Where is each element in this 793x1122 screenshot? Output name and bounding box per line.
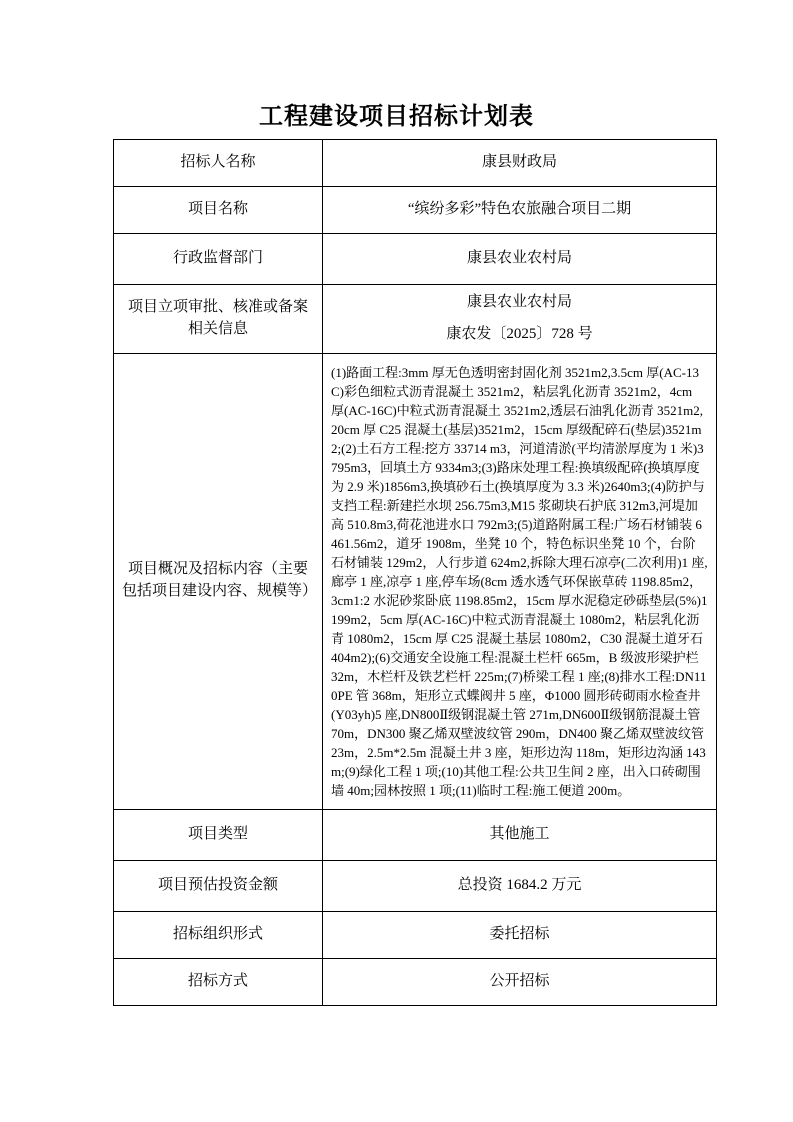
row-label: 招标组织形式	[114, 911, 323, 958]
row-value: 康县农业农村局	[323, 234, 717, 285]
table-row-project-type	[114, 809, 717, 860]
table-row-approval-info	[114, 285, 717, 354]
approval-document-number: 康农发〔2025〕728 号	[446, 325, 593, 342]
table-row-estimated-investment	[114, 860, 717, 911]
bidding-plan-table	[113, 139, 717, 1006]
row-label: 项目名称	[114, 187, 323, 234]
row-value: 总投资 1684.2 万元	[323, 860, 717, 911]
table-row-project-name	[114, 187, 717, 234]
table-row-bidding-method	[114, 958, 717, 1005]
approval-authority: 康县农业农村局	[466, 294, 572, 310]
row-label: 行政监督部门	[114, 234, 323, 285]
row-label: 项目预估投资金额	[114, 860, 323, 911]
row-value	[323, 285, 717, 354]
document-title: 工程建设项目招标计划表	[259, 103, 534, 130]
row-label: 项目类型	[114, 809, 323, 860]
row-label: 招标方式	[114, 958, 323, 1005]
row-value: “缤纷多彩”特色农旅融合项目二期	[323, 187, 717, 234]
table-row-project-overview	[114, 353, 717, 809]
table-row-bidder-name	[114, 140, 717, 187]
project-overview-text: (1)路面工程:3mm 厚无色透明密封固化剂 3521m2,3.5cm 厚(AC-13C)彩色细粒式沥青混凝土 3521m2，粘层乳化沥青 3521m2，4cm 厚(AC-16C)中粒式沥青混凝土 3521m2,透层石油乳化沥青 3521m2,20cm 厚 C25 混凝土(基层)3521m2，15cm 厚级配碎石(垫层)3521m2;(2)土石方工程:挖方 33714 m3，河道清淤(平均清淤厚度为 1 米)3795m3，回填土方 9334m3;(3)路床处理工程:换填级配碎(换填厚度为 2.9 米)1856m3,换填砂石土(换填厚度为 3.3 米)2640m3;(4)防护与支挡工程:新建拦水坝 256.75m3,M15 浆砌块石护底 312m3,河堤加高 510.8m3,荷花池进水口 792m3;(5)道路附属工程:广场石材铺装 6461.56m2，道牙 1908m，坐凳 10 个，特色标识坐凳 10 个，台阶石材铺装 129m2，人行步道 624m2,拆除大理石凉亭(二次利用)1 座,廊亭 1 座,凉亭 1 座,停车场(8cm 透水透气环保嵌草砖 1198.85m2，3cm1:2 水泥砂浆卧底 1198.85m2，15cm 厚水泥稳定砂砾垫层(5%)1199m2，5cm 厚(AC-16C)中粒式沥青混凝土 1080m2，粘层乳化沥青 1080m2，15cm 厚 C25 混凝土基层 1080m2，C30 混凝土道牙石 404m2);(6)交通安全设施工程:混凝土栏杆 665m，B 级波形梁护栏 32m，木栏杆及铁艺栏杆 225m;(7)桥梁工程 1 座;(8)排水工程:DN110PE 管 368m，矩形立式蝶阀井 5 座，Φ1000 圆形砖砌雨水检查井(Y03yh)5 座,DN800Ⅱ级钢混凝土管 271m,DN600Ⅱ级钢筋混凝土管 70m，DN300 聚乙烯双壁波纹管 290m，DN400 聚乙烯双壁波纹管 23m，2.5m*2.5m 混凝土井 3 座，矩形边沟 118m，矩形边沟涵 143m;(9)绿化工程 1 项;(10)其他工程:公共卫生间 2 座，出入口砖砌围墙 40m;园林按照 1 项;(11)临时工程:施工便道 200m。	[323, 353, 717, 809]
table-row-supervisory-dept	[114, 234, 717, 285]
row-label: 项目概况及招标内容（主要包括项目建设内容、规模等）	[114, 353, 323, 809]
row-value: 委托招标	[323, 911, 717, 958]
row-value: 康县财政局	[323, 140, 717, 187]
table-row-organization-form	[114, 911, 717, 958]
row-value: 公开招标	[323, 958, 717, 1005]
row-label: 项目立项审批、核准或备案相关信息	[114, 285, 323, 354]
row-value: 其他施工	[323, 809, 717, 860]
row-label: 招标人名称	[114, 140, 323, 187]
